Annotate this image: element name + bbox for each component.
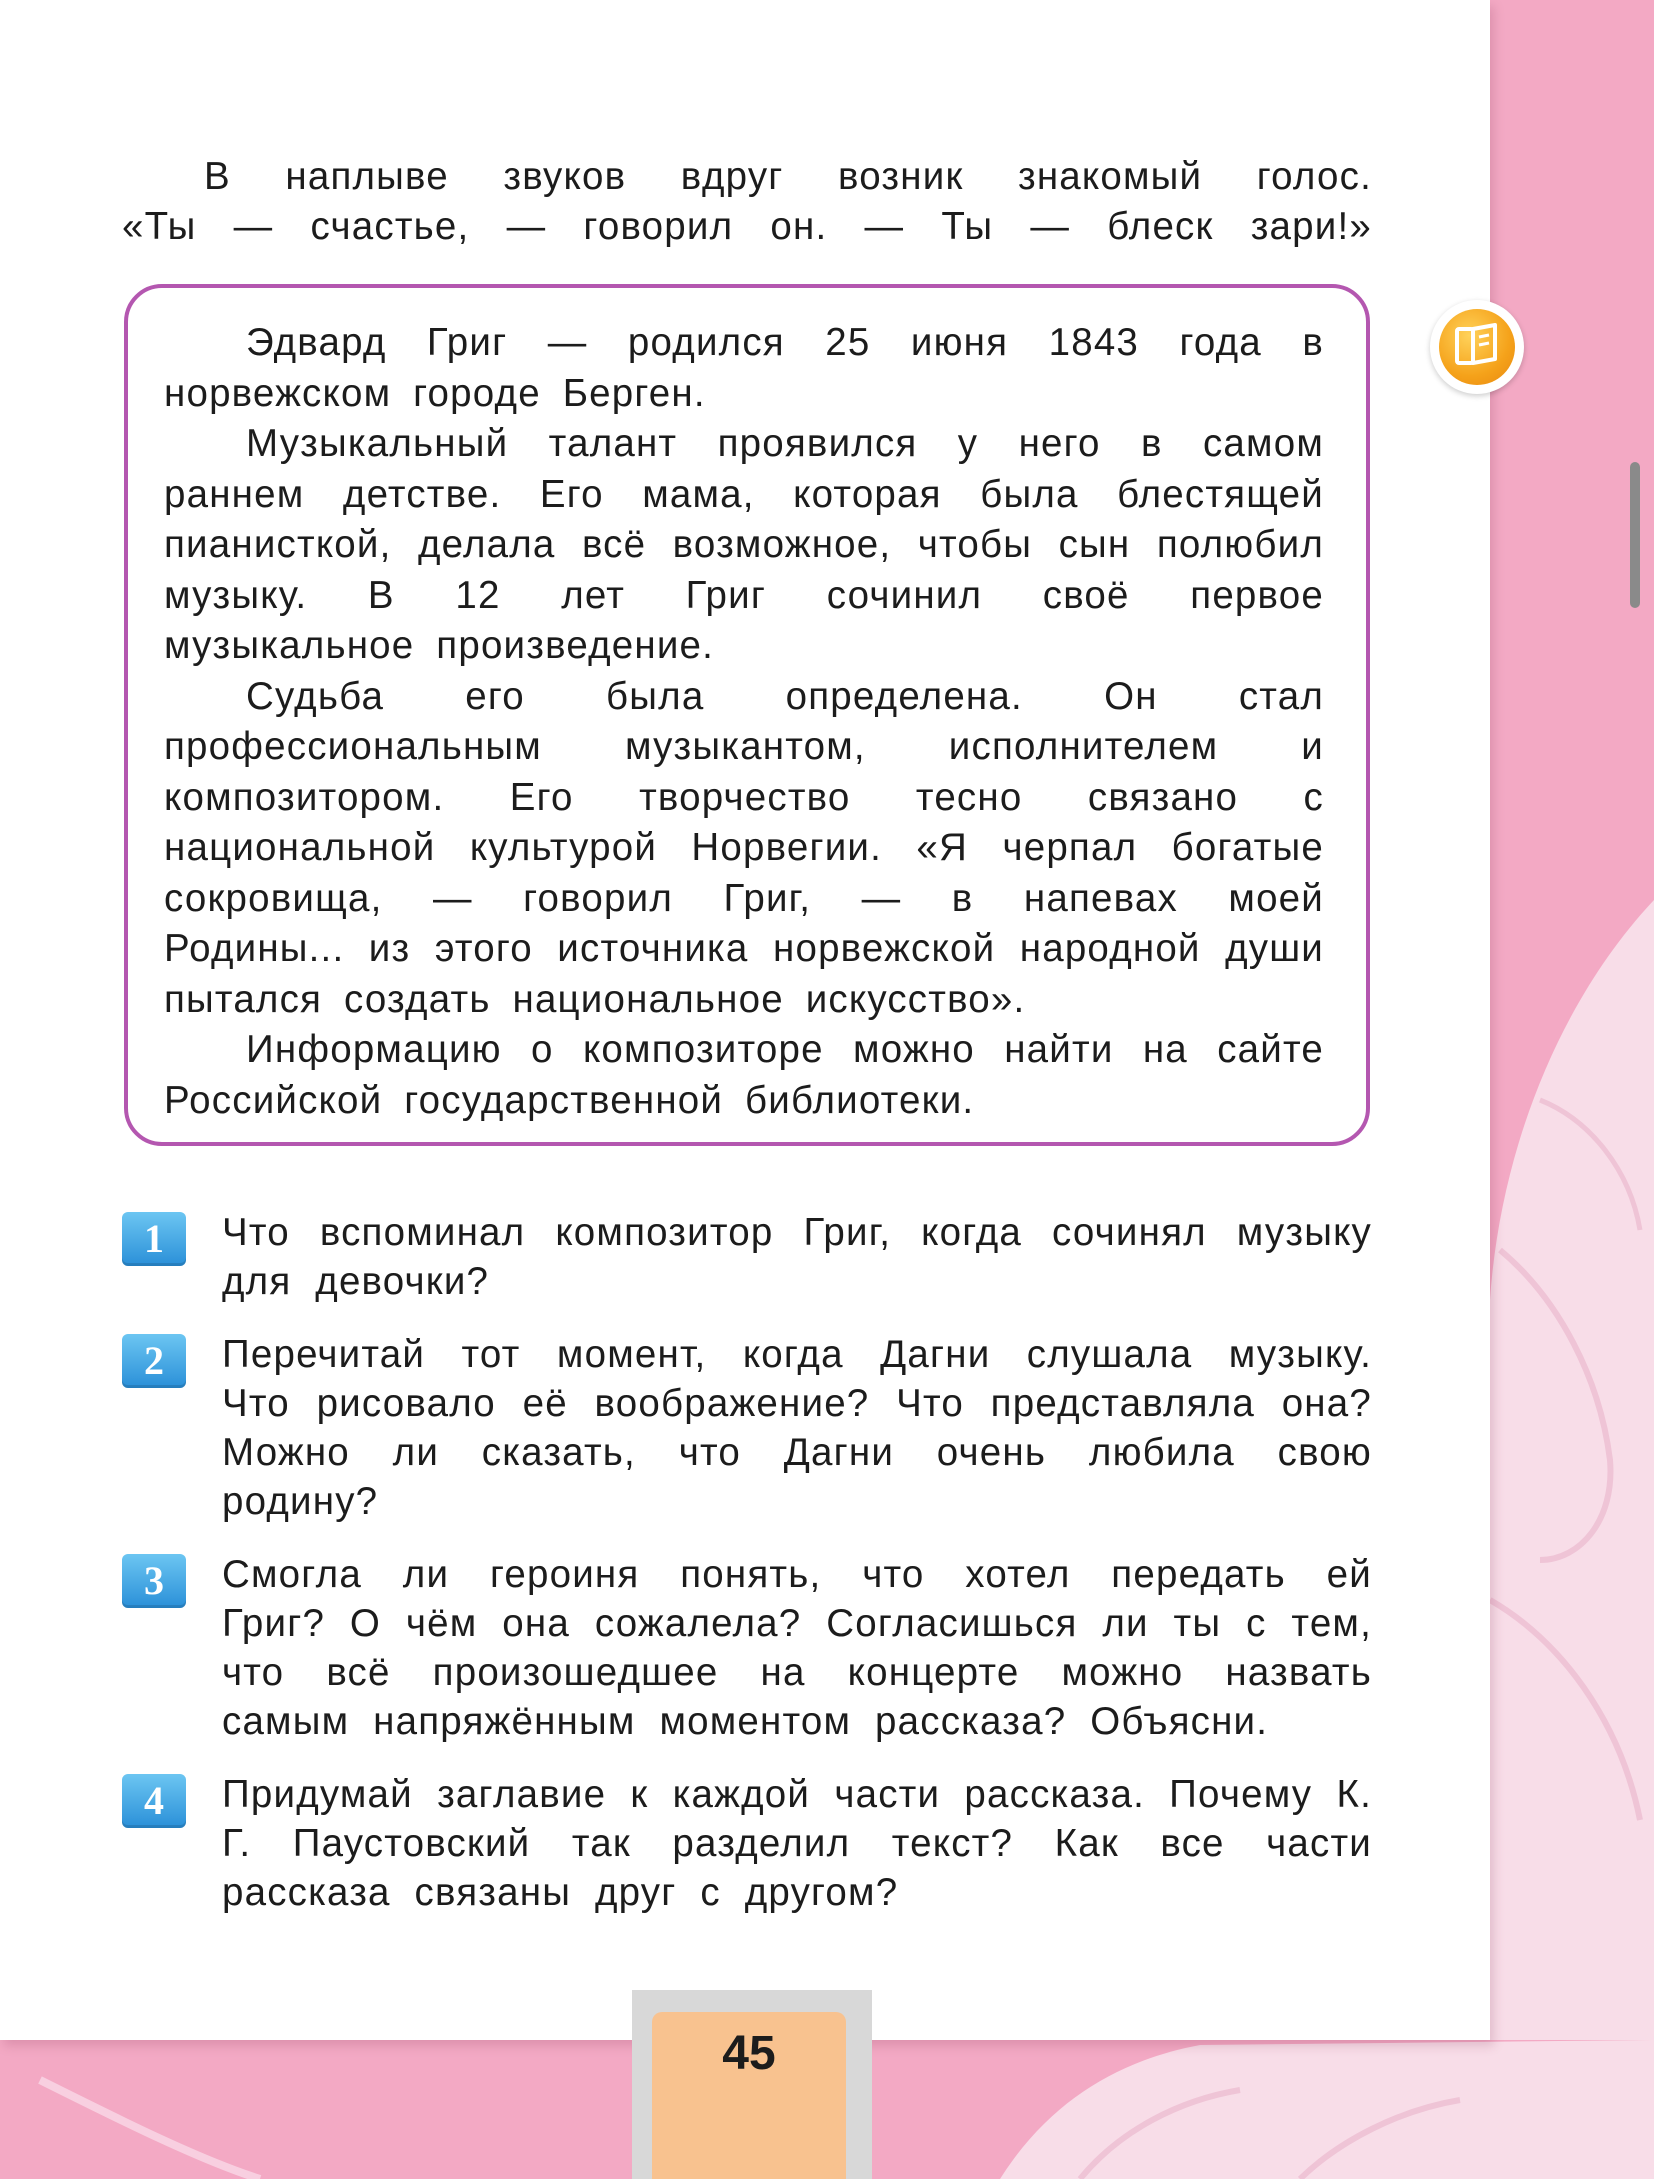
question-number-badge: 2: [122, 1334, 186, 1388]
book-icon: [1439, 309, 1515, 385]
question-number-badge: 1: [122, 1212, 186, 1266]
info-badge-button[interactable]: [1430, 300, 1524, 394]
question-number-badge: 3: [122, 1554, 186, 1608]
question-item: [122, 1330, 1372, 1526]
question-text: Придумай заглавие к каждой части рассказа. Почему К. Г. Паустовский так разделил текст? Как все части рассказа связаны друг с другом?: [222, 1773, 1372, 1914]
composer-info-box: [124, 284, 1370, 1146]
intro-line-2: «Ты — счастье, — говорил он. — Ты — блеск зари!»: [122, 205, 1372, 248]
question-text: Смогла ли героиня понять, что хотел передать ей Григ? О чём она сожалела? Согласишься ли ты с тем, что всё произошедшее на концерте можно назвать самым напряжённым моментом рассказа? Объясни.: [222, 1553, 1372, 1743]
scrollbar[interactable]: [1630, 462, 1640, 608]
question-item: [122, 1550, 1372, 1746]
info-paragraph: Музыкальный талант проявился у него в самом раннем детстве. Его мама, которая была блестящей пианисткой, делала всё возможное, чтобы сын полюбил музыку. В 12 лет Григ сочинил своё первое музыкальное произведение.: [164, 422, 1324, 667]
info-paragraph: Судьба его была определена. Он стал профессиональным музыкантом, исполнителем и композитором. Его творчество тесно связано с национальной культурой Норвегии. «Я черпал богатые сокровища, — говорил Григ, — в напевах моей Родины... из этого источника норвежской народной души пытался создать национальное искусство».: [164, 674, 1324, 1021]
question-text: Перечитай тот момент, когда Дагни слушала музыку. Что рисовало её воображение? Что представляла она? Можно ли сказать, что Дагни очень любила свою родину?: [222, 1333, 1372, 1523]
question-item: [122, 1208, 1372, 1306]
info-paragraph: Информацию о композиторе можно найти на сайте Российской государственной библиотеки.: [164, 1028, 1324, 1122]
page-number: 45: [652, 2012, 846, 2179]
question-item: [122, 1770, 1372, 1917]
questions-list: [122, 1208, 1372, 1941]
info-paragraph: Эдвард Григ — родился 25 июня 1843 года в норвежском городе Берген.: [164, 321, 1324, 415]
question-text: Что вспоминал композитор Григ, когда сочинял музыку для девочки?: [222, 1211, 1372, 1303]
intro-text: [122, 152, 1372, 252]
question-number-badge: 4: [122, 1774, 186, 1828]
intro-line-1: В наплыве звуков вдруг возник знакомый голос.: [204, 155, 1372, 198]
